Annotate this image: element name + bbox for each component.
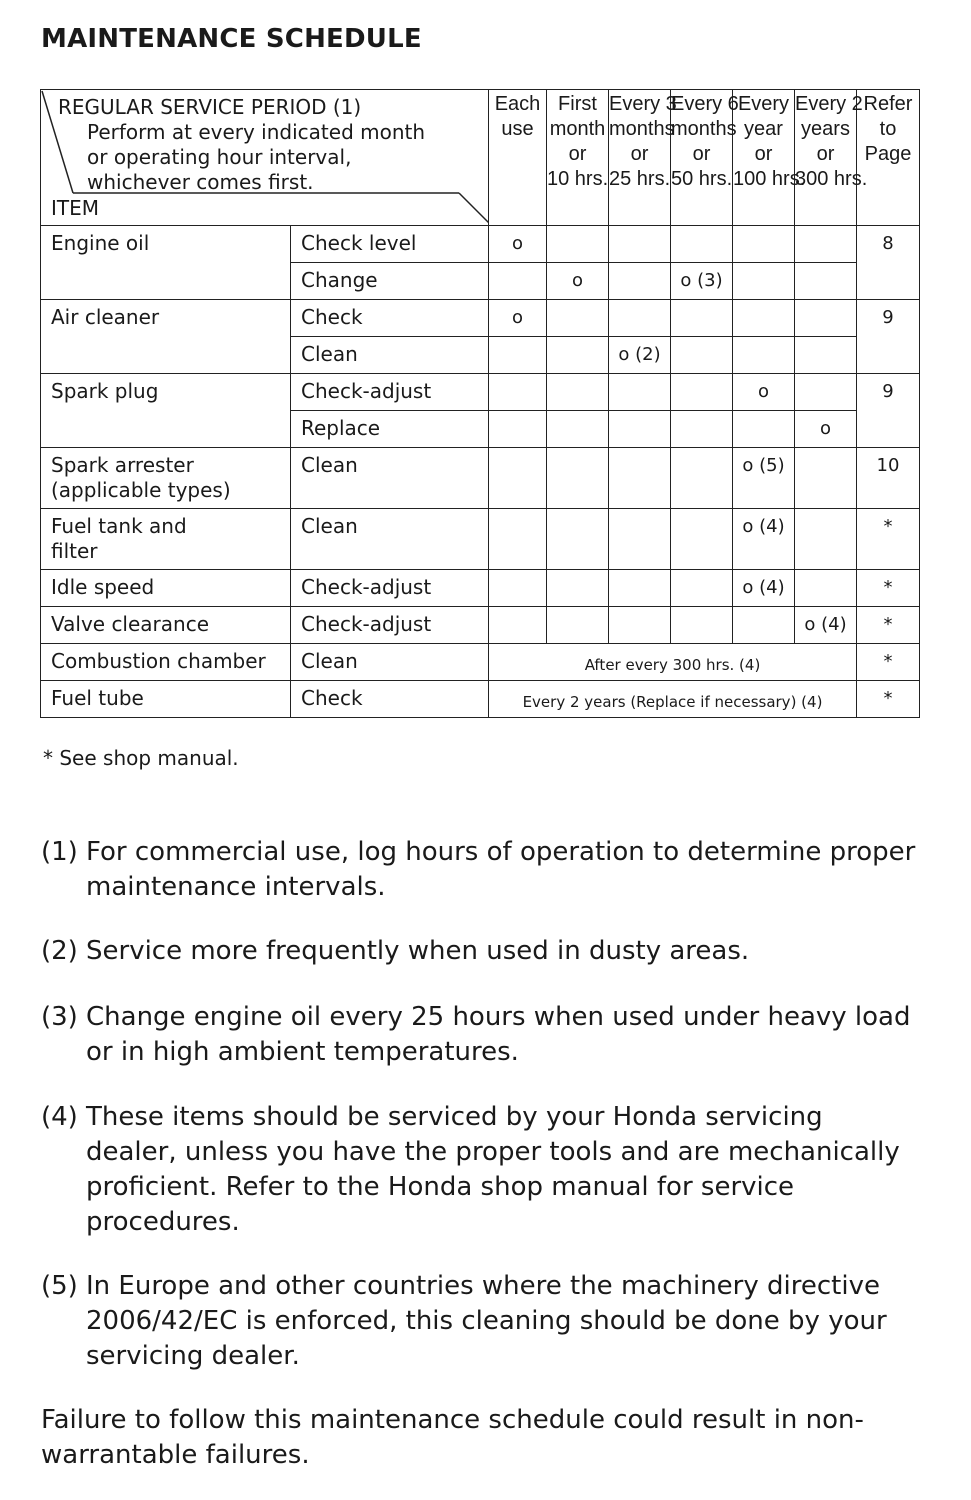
note-text: These items should be serviced by your Honda servicing dealer, unless you have the proper tools and are mechanically proficient. Refer to the Honda shop manual for service procedures.: [86, 1102, 900, 1237]
action-name: Clean: [291, 448, 489, 509]
column-header-every-6-months: Every 6 months or 50 hrs.: [671, 90, 733, 226]
schedule-mark: o: [489, 300, 547, 337]
schedule-span-note: After every 300 hrs. (4): [489, 644, 857, 681]
schedule-mark: [795, 337, 857, 374]
schedule-mark: [795, 448, 857, 509]
schedule-mark: [489, 337, 547, 374]
schedule-mark: [795, 374, 857, 411]
schedule-mark: [733, 337, 795, 374]
period-desc-line: or operating hour interval,: [87, 145, 352, 169]
period-desc-line: Perform at every indicated month: [87, 120, 426, 144]
note-number: (5): [41, 1271, 78, 1301]
column-header-first-month: First month or 10 hrs.: [547, 90, 609, 226]
table-row: [41, 570, 920, 607]
schedule-mark: [671, 448, 733, 509]
page-reference: 9: [857, 374, 920, 448]
item-name: Fuel tank and filter: [41, 509, 291, 570]
action-name: Check: [291, 300, 489, 337]
schedule-mark: [671, 411, 733, 448]
schedule-mark: o: [489, 226, 547, 263]
schedule-mark: [609, 263, 671, 300]
schedule-mark: [671, 607, 733, 644]
schedule-mark: o (3): [671, 263, 733, 300]
schedule-mark: [489, 509, 547, 570]
table-row: [41, 374, 920, 411]
note-text: Change engine oil every 25 hours when used under heavy load or in high ambient temperatures.: [86, 1002, 911, 1067]
note-number: (2): [41, 936, 78, 966]
schedule-mark: o (4): [795, 607, 857, 644]
item-name: Fuel tube: [41, 681, 291, 718]
schedule-mark: o (2): [609, 337, 671, 374]
period-title: REGULAR SERVICE PERIOD (1): [58, 95, 362, 119]
schedule-mark: [547, 374, 609, 411]
item-name: Engine oil: [41, 226, 291, 300]
schedule-mark: o (4): [733, 570, 795, 607]
schedule-mark: [547, 448, 609, 509]
schedule-mark: o (4): [733, 509, 795, 570]
schedule-mark: o: [733, 374, 795, 411]
schedule-mark: [671, 374, 733, 411]
item-name: Idle speed: [41, 570, 291, 607]
schedule-mark: [733, 263, 795, 300]
note-number: (4): [41, 1102, 78, 1132]
column-header-every-2-years: Every 2 years or 300 hrs.: [795, 90, 857, 226]
schedule-span-note: Every 2 years (Replace if necessary) (4): [489, 681, 857, 718]
schedule-mark: [671, 570, 733, 607]
schedule-mark: [733, 300, 795, 337]
table-row: [41, 644, 920, 681]
schedule-mark: [671, 226, 733, 263]
schedule-mark: [609, 300, 671, 337]
schedule-mark: [671, 337, 733, 374]
action-name: Clean: [291, 337, 489, 374]
schedule-mark: [609, 448, 671, 509]
page-reference: 9: [857, 300, 920, 374]
item-name: Valve clearance: [41, 607, 291, 644]
schedule-mark: [489, 411, 547, 448]
action-name: Check-adjust: [291, 570, 489, 607]
table-row: [41, 681, 920, 718]
schedule-mark: [733, 607, 795, 644]
table-row: [41, 607, 920, 644]
page-reference: *: [857, 607, 920, 644]
schedule-mark: [609, 226, 671, 263]
header-period-cell: [41, 90, 489, 226]
schedule-mark: [489, 570, 547, 607]
schedule-mark: [733, 411, 795, 448]
schedule-mark: [609, 607, 671, 644]
page-reference: *: [857, 570, 920, 607]
page-reference: *: [857, 644, 920, 681]
action-name: Check: [291, 681, 489, 718]
schedule-mark: [547, 411, 609, 448]
column-header-each-use: Each use: [489, 90, 547, 226]
table-row: [41, 448, 920, 509]
note-text: For commercial use, log hours of operation to determine proper maintenance intervals.: [86, 837, 916, 902]
item-label: ITEM: [51, 196, 100, 220]
action-name: Clean: [291, 509, 489, 570]
schedule-mark: [489, 374, 547, 411]
column-header-every-year: Every year or 100 hrs.: [733, 90, 795, 226]
action-name: Change: [291, 263, 489, 300]
schedule-mark: [671, 300, 733, 337]
schedule-mark: [795, 570, 857, 607]
note-2: [41, 934, 921, 969]
schedule-mark: o (5): [733, 448, 795, 509]
schedule-mark: [547, 607, 609, 644]
schedule-mark: [489, 263, 547, 300]
schedule-mark: [609, 411, 671, 448]
action-name: Clean: [291, 644, 489, 681]
table-row: [41, 300, 920, 337]
item-name: Air cleaner: [41, 300, 291, 374]
schedule-mark: [795, 263, 857, 300]
note-number: (3): [41, 1002, 78, 1032]
maintenance-schedule-table: [40, 89, 920, 718]
schedule-mark: [671, 509, 733, 570]
schedule-mark: [547, 509, 609, 570]
schedule-mark: [795, 226, 857, 263]
note-text: Service more frequently when used in dusty areas.: [86, 936, 750, 966]
table-row: [41, 226, 920, 263]
page-reference: *: [857, 681, 920, 718]
page-title: MAINTENANCE SCHEDULE: [41, 24, 422, 54]
schedule-mark: [547, 337, 609, 374]
note-number: (1): [41, 837, 78, 867]
note-5: [41, 1269, 921, 1374]
schedule-mark: [795, 300, 857, 337]
action-name: Check-adjust: [291, 374, 489, 411]
column-header-refer-to-page: Refer to Page: [857, 90, 920, 226]
schedule-mark: [609, 509, 671, 570]
schedule-mark: [609, 570, 671, 607]
note-4: [41, 1100, 921, 1240]
table-footnote: * See shop manual.: [43, 746, 239, 770]
note-text: In Europe and other countries where the machinery directive 2006/42/EC is enforced, this cleaning should be done by your servicing dealer.: [86, 1271, 887, 1371]
note-3: [41, 1000, 921, 1070]
page-reference: *: [857, 509, 920, 570]
action-name: Check-adjust: [291, 607, 489, 644]
schedule-mark: [547, 300, 609, 337]
schedule-mark: [795, 509, 857, 570]
schedule-mark: [547, 226, 609, 263]
item-name: Spark arrester (applicable types): [41, 448, 291, 509]
closing-statement: Failure to follow this maintenance schedule could result in non-warrantable failures.: [41, 1405, 864, 1470]
schedule-mark: [609, 374, 671, 411]
item-name: Spark plug: [41, 374, 291, 448]
action-name: Check level: [291, 226, 489, 263]
note-1: [41, 835, 921, 905]
schedule-mark: o: [547, 263, 609, 300]
item-name: Combustion chamber: [41, 644, 291, 681]
page-reference: 8: [857, 226, 920, 300]
schedule-mark: [547, 570, 609, 607]
schedule-mark: [489, 448, 547, 509]
schedule-mark: o: [795, 411, 857, 448]
action-name: Replace: [291, 411, 489, 448]
schedule-mark: [733, 226, 795, 263]
period-desc-line: whichever comes first.: [87, 170, 314, 194]
table-row: [41, 509, 920, 570]
schedule-mark: [489, 607, 547, 644]
page-reference: 10: [857, 448, 920, 509]
column-header-every-3-months: Every 3 months or 25 hrs.: [609, 90, 671, 226]
